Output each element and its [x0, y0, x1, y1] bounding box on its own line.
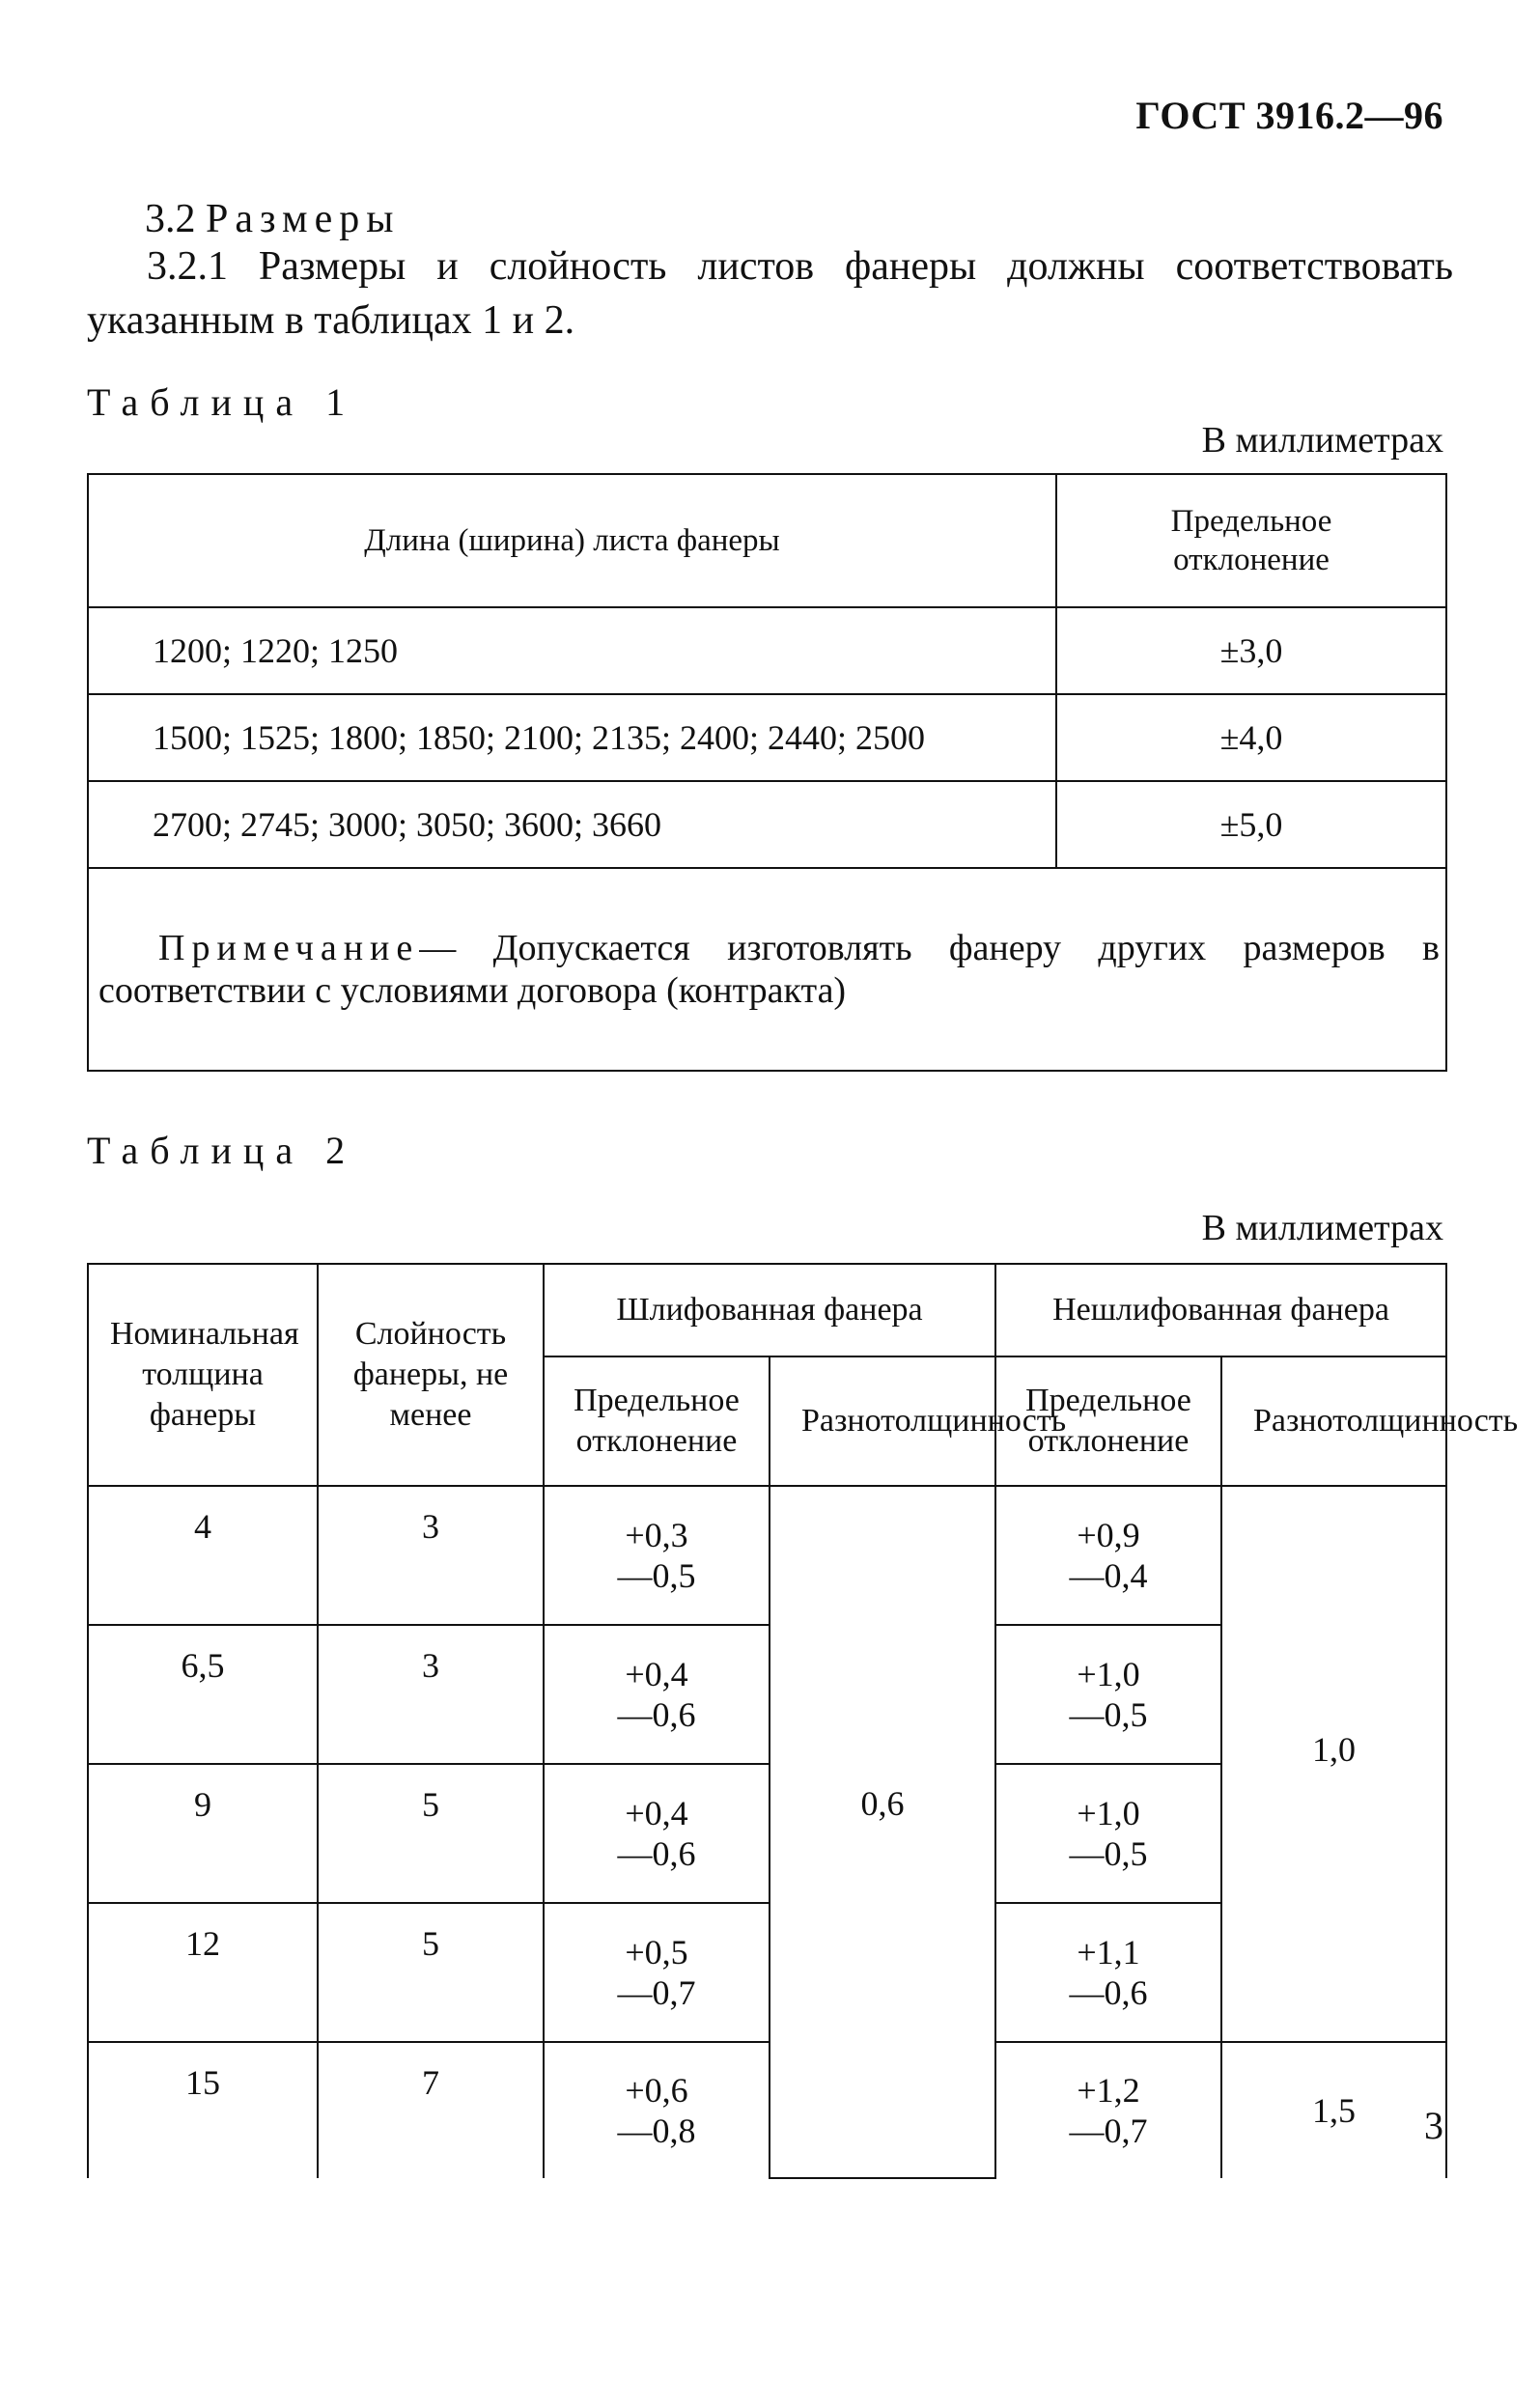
cell-thickness: 15 — [88, 2042, 318, 2178]
cell-sanded-deviation — [544, 1486, 770, 1625]
page-number: 3 — [1424, 2104, 1443, 2147]
section-number: 3.2 — [145, 197, 196, 241]
section-paragraph: 3.2.1 Размеры и слойность листов фанеры должны соответствовать указанным в таблицах 1 и 2. — [87, 244, 1453, 343]
table-header-row — [88, 474, 1446, 607]
col-header-plies: Слойность фанеры, не менее — [318, 1264, 544, 1486]
cell-sanded-deviation — [544, 2042, 770, 2178]
deviation-minus: —0,5 — [617, 1556, 696, 1595]
table2-caption: Таблица 2 — [87, 1129, 357, 1172]
col-header-sanded: Шлифованная фанера — [544, 1264, 995, 1356]
col-header-deviation: Предельное отклонение — [1056, 474, 1446, 607]
col-header-unsanded-variation: Разнотолщинность — [1221, 1356, 1446, 1486]
table-note — [88, 868, 1446, 1071]
note-label: Примечание — [158, 928, 420, 968]
cell-unsanded-deviation — [995, 1764, 1221, 1903]
thickness-table — [87, 1263, 1519, 2179]
deviation-plus: +0,9 — [1077, 1516, 1140, 1554]
cell-plies: 7 — [318, 2042, 544, 2178]
col-header-sanded-variation: Разнотолщинность — [770, 1356, 995, 1486]
cell-sizes: 1200; 1220; 1250 — [88, 607, 1056, 694]
cell-unsanded-deviation — [995, 1625, 1221, 1764]
col-header-length: Длина (ширина) листа фанеры — [88, 474, 1056, 607]
cell-plies: 3 — [318, 1486, 544, 1625]
table-row — [88, 2042, 1446, 2178]
cell-unsanded-variation: 1,5 — [1221, 2042, 1446, 2178]
deviation-plus: +1,0 — [1077, 1655, 1140, 1693]
deviation-minus: —0,6 — [617, 1834, 696, 1873]
deviation-minus: —0,7 — [617, 1973, 696, 2012]
deviation-plus: +0,5 — [625, 1933, 688, 1972]
deviation-plus: +1,0 — [1077, 1794, 1140, 1832]
deviation-minus: —0,8 — [617, 2111, 696, 2150]
cell-sanded-variation: 0,6 — [770, 1486, 995, 2178]
table-row — [88, 694, 1446, 781]
table-row — [88, 607, 1446, 694]
cell-sanded-deviation — [544, 1903, 770, 2042]
deviation-minus: —0,6 — [1069, 1973, 1148, 2012]
cell-deviation: ±4,0 — [1056, 694, 1446, 781]
deviation-minus: —0,5 — [1069, 1695, 1148, 1734]
cell-deviation: ±3,0 — [1056, 607, 1446, 694]
cell-plies: 3 — [318, 1625, 544, 1764]
cell-unsanded-deviation — [995, 2042, 1221, 2178]
deviation-minus: —0,4 — [1069, 1556, 1148, 1595]
deviation-plus: +1,1 — [1077, 1933, 1140, 1972]
col-header-sanded-deviation: Предельное отклонение — [544, 1356, 770, 1486]
col-header-thickness: Номинальная толщина фанеры — [88, 1264, 318, 1486]
deviation-plus: +0,4 — [625, 1794, 688, 1832]
table-note-row — [88, 868, 1446, 1071]
note-text: — Допускается изготовлять фанеру других размеров в соответствии с условиями договора (контракта) — [98, 928, 1440, 1011]
cell-sizes: 1500; 1525; 1800; 1850; 2100; 2135; 2400; 2440; 2500 — [88, 694, 1056, 781]
table1-caption: Таблица 1 — [87, 380, 357, 424]
deviation-plus: +0,6 — [625, 2071, 688, 2110]
sheet-size-table — [87, 473, 1447, 1072]
deviation-minus: —0,5 — [1069, 1834, 1148, 1873]
deviation-plus: +0,3 — [625, 1516, 688, 1554]
deviation-minus: —0,7 — [1069, 2111, 1148, 2150]
deviation-plus: +1,2 — [1077, 2071, 1140, 2110]
cell-plies: 5 — [318, 1903, 544, 2042]
document-code: ГОСТ 3916.2—96 — [1135, 94, 1443, 137]
cell-sanded-deviation — [544, 1764, 770, 1903]
table1-units: В миллиметрах — [1201, 420, 1443, 461]
section-title: Размеры — [206, 197, 401, 241]
cell-unsanded-deviation — [995, 1486, 1221, 1625]
cell-unsanded-deviation — [995, 1903, 1221, 2042]
table-row — [88, 781, 1446, 868]
table2-units: В миллиметрах — [1201, 1208, 1443, 1248]
cell-plies: 5 — [318, 1764, 544, 1903]
cell-thickness: 4 — [88, 1486, 318, 1625]
cell-thickness: 6,5 — [88, 1625, 318, 1764]
table-row — [88, 1486, 1446, 1625]
col-header-unsanded: Нешлифованная фанера — [995, 1264, 1446, 1356]
cell-sizes: 2700; 2745; 3000; 3050; 3600; 3660 — [88, 781, 1056, 868]
cell-sanded-deviation — [544, 1625, 770, 1764]
cell-deviation: ±5,0 — [1056, 781, 1446, 868]
cell-unsanded-variation: 1,0 — [1221, 1486, 1446, 2042]
col-header-unsanded-deviation: Предельное отклонение — [995, 1356, 1221, 1486]
cell-thickness: 9 — [88, 1764, 318, 1903]
cell-thickness: 12 — [88, 1903, 318, 2042]
deviation-minus: —0,6 — [617, 1695, 696, 1734]
table-header-row — [88, 1264, 1446, 1356]
deviation-plus: +0,4 — [625, 1655, 688, 1693]
section-heading — [145, 196, 400, 242]
